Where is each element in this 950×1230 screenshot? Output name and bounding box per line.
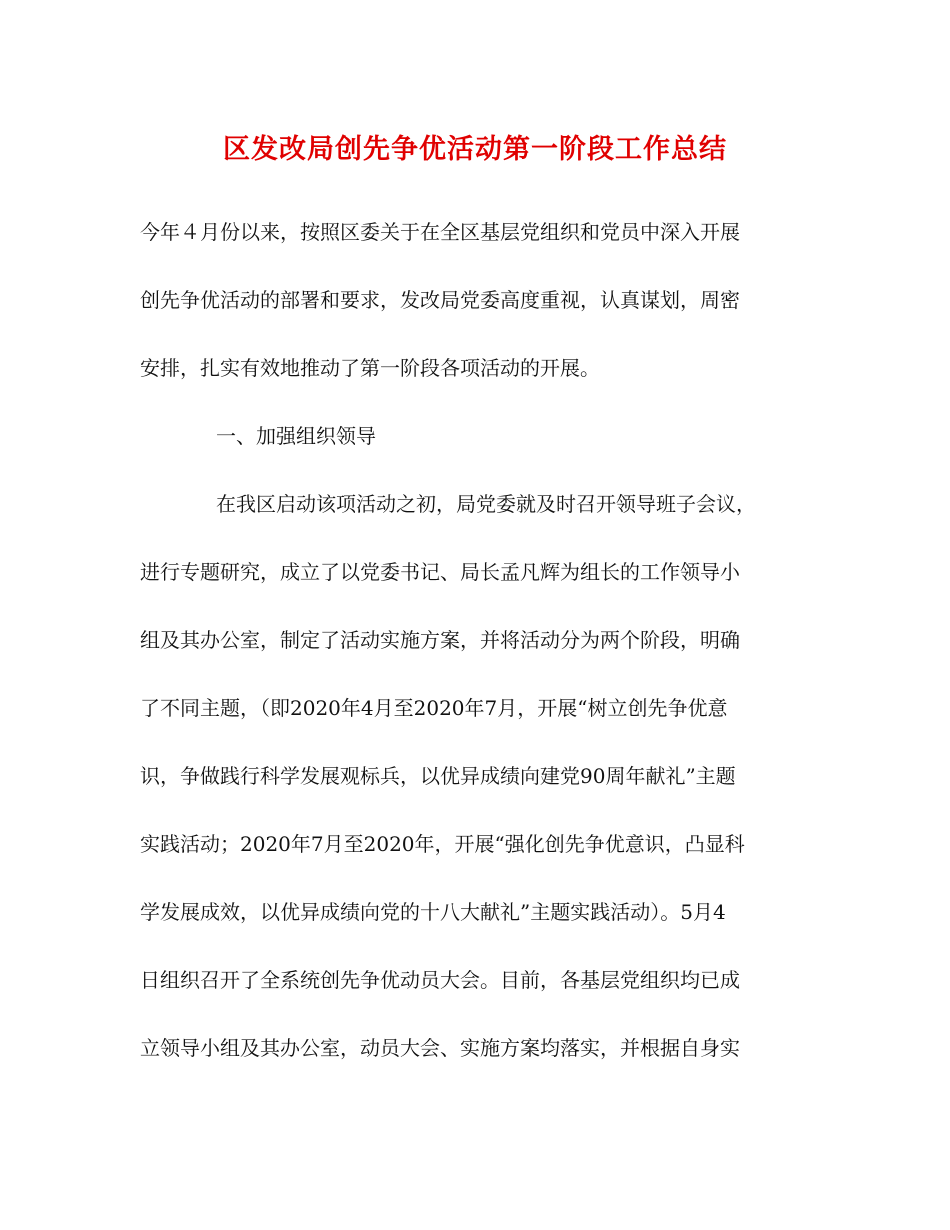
- text-line: 识，争做践行科学发展观标兵，以优异成绩向建党90周年献礼”主题: [140, 764, 736, 788]
- document-body: [140, 212, 820, 1096]
- text-line: 实践活动；2020年7月至2020年，开展“强化创先争优意识，凸显科: [140, 832, 745, 856]
- text-line: 了不同主题，（即2020年4月至2020年7月，开展“树立创先争优意: [140, 696, 728, 720]
- text-line: 日组织召开了全系统创先争优动员大会。目前，各基层党组织均已成: [140, 968, 740, 992]
- text-line: 立领导小组及其办公室，动员大会、实施方案均落实，并根据自身实: [140, 1036, 740, 1060]
- document-title: 区发改局创先争优活动第一阶段工作总结: [223, 134, 727, 165]
- text-line: 组及其办公室，制定了活动实施方案，并将活动分为两个阶段，明确: [140, 628, 740, 652]
- text-line: 创先争优活动的部署和要求，发改局党委高度重视，认真谋划，周密: [140, 288, 740, 312]
- text-line: 在我区启动该项活动之初，局党委就及时召开领导班子会议，: [216, 492, 756, 516]
- text-line: 安排，扎实有效地推动了第一阶段各项活动的开展。: [140, 356, 600, 380]
- text-line: 进行专题研究，成立了以党委书记、局长孟凡辉为组长的工作领导小: [140, 560, 740, 584]
- text-line: 学发展成效，以优异成绩向党的十八大献礼”主题实践活动）。5月4: [140, 900, 726, 924]
- text-line: 一、加强组织领导: [216, 424, 376, 448]
- text-line: 今年４月份以来，按照区委关于在全区基层党组织和党员中深入开展: [140, 220, 740, 244]
